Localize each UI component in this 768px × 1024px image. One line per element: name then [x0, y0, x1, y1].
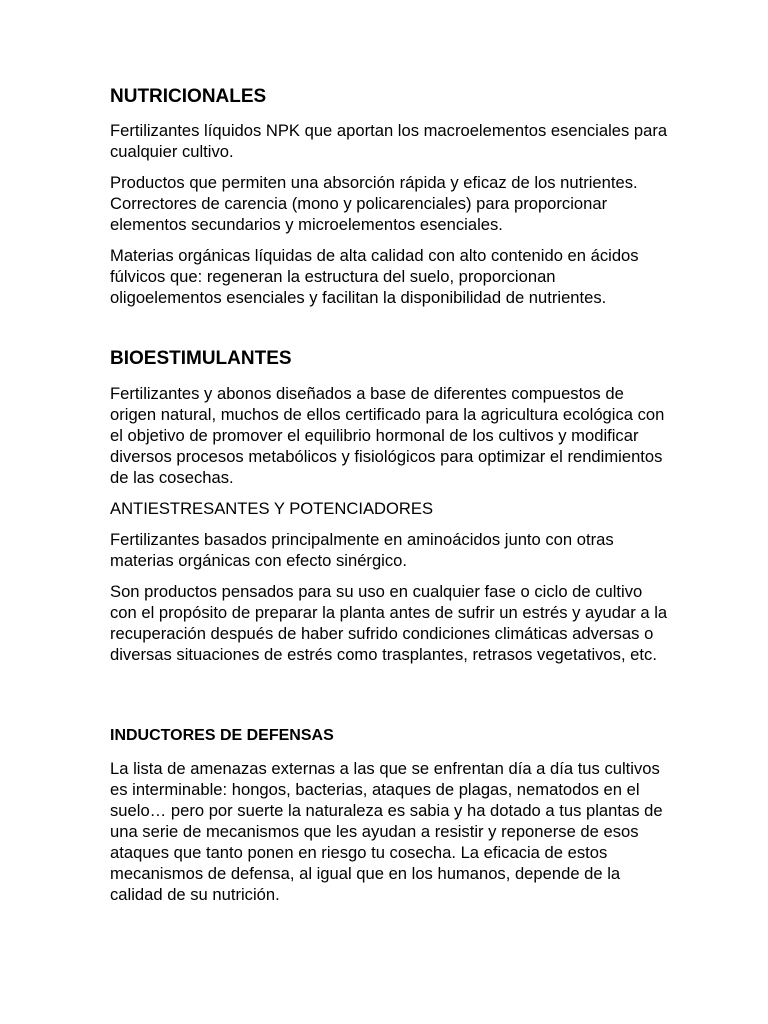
section-title-antiestresantes: ANTIESTRESANTES Y POTENCIADORES [110, 499, 434, 518]
paragraph-antiestresantes-1: Fertilizantes basados principalmente en aminoácidos junto con otras materias orgánicas con efecto sinérgico. [110, 530, 614, 570]
section-title-nutricionales: NUTRICIONALES [110, 86, 267, 107]
section-title-inductores: INDUCTORES DE DEFENSAS [110, 727, 334, 744]
paragraph-nutricionales-3: Materias orgánicas líquidas de alta calidad con alto contenido en ácidos fúlvicos que: regeneran la estructura del suelo, proporcionan oligoelementos esenciales y facilitan la disponibilidad de nutrientes. [110, 246, 639, 307]
paragraph-nutricionales-1: Fertilizantes líquidos NPK que aportan los macroelementos esenciales para cualquier cultivo. [110, 121, 668, 161]
paragraph-nutricionales-2: Productos que permiten una absorción rápida y eficaz de los nutrientes. Correctores de carencia (mono y policarenciales) para proporcionar elementos secundarios y microelementos esenciales. [110, 173, 638, 234]
paragraph-antiestresantes-2: Son productos pensados para su uso en cualquier fase o ciclo de cultivo con el propósito de preparar la planta antes de sufrir un estrés y ayudar a la recuperación después de haber sufrido condiciones climáticas adversas o diversas situaciones de estrés como trasplantes, retrasos vegetativos, etc. [110, 582, 668, 664]
paragraph-bioestimulantes-1: Fertilizantes y abonos diseñados a base de diferentes compuestos de origen natural, muchos de ellos certificado para la agricultura ecológica con el objetivo de promover el equilibrio hormonal de los cultivos y modificar diversos procesos metabólicos y fisiológicos para optimizar el rendimientos de las cosechas. [110, 384, 665, 487]
section-title-bioestimulantes: BIOESTIMULANTES [110, 348, 292, 369]
paragraph-inductores-1: La lista de amenazas externas a las que se enfrentan día a día tus cultivos es interminable: hongos, bacterias, ataques de plagas, nematodos en el suelo… pero por suerte la naturaleza es sabia y ha dotado a tus plantas de una serie de mecanismos que les ayudan a resistir y reponerse de esos ataques que tanto ponen en riesgo tu cosecha. La eficacia de estos mecanismos de defensa, al igual que en los humanos, depende de la calidad de su nutrición. [110, 759, 663, 904]
